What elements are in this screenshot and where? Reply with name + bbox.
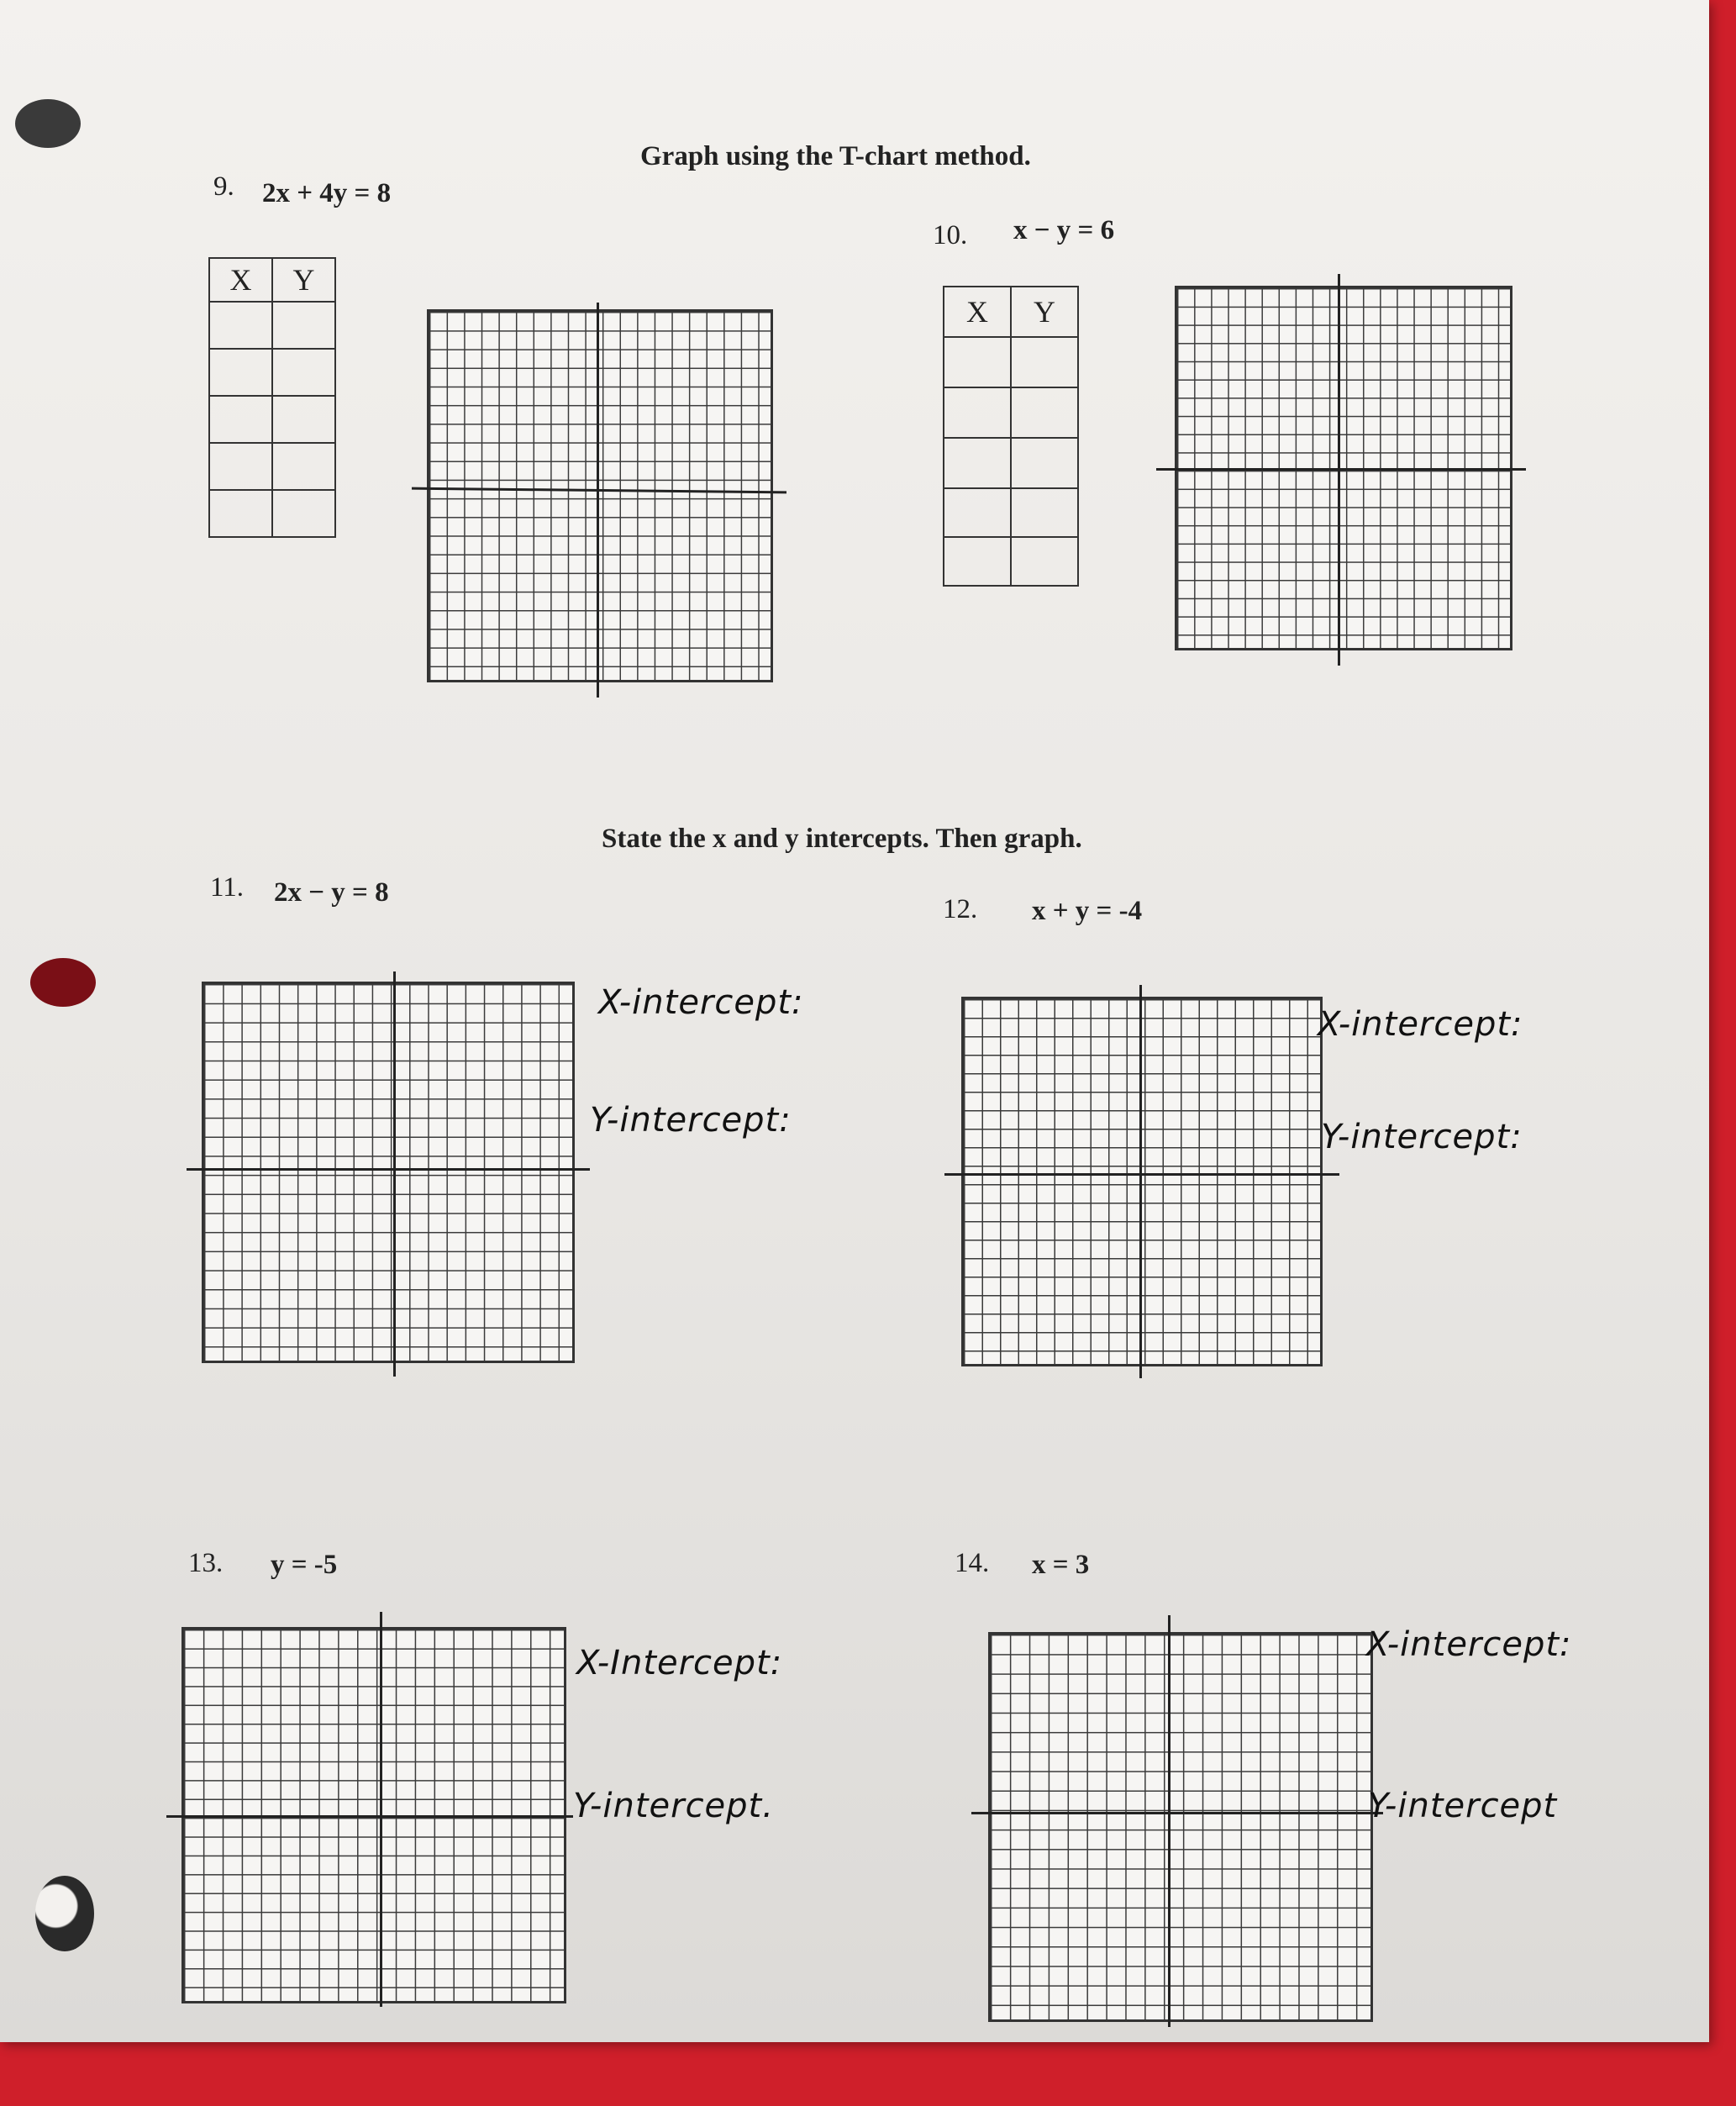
tchart-cell[interactable] <box>272 396 335 443</box>
problem-11-number: 11. <box>210 872 245 903</box>
tchart-cell[interactable] <box>272 302 335 349</box>
problem-13-number: 13. <box>188 1548 224 1578</box>
problem-9-number: 9. <box>213 171 234 202</box>
problem-13-x-intercept-label: X-Intercept: <box>576 1644 783 1682</box>
intercepts-section-header: State the x and y intercepts. Then graph. <box>602 824 1082 854</box>
problem-14-y-axis <box>1168 1615 1170 2027</box>
tchart-y-header: Y <box>272 258 335 302</box>
problem-11-x-intercept-label: X-intercept: <box>598 983 804 1022</box>
binder-hole <box>35 1876 94 1951</box>
binder-hole <box>30 958 96 1007</box>
tchart-cell[interactable] <box>209 490 272 537</box>
problem-9-y-axis <box>597 303 599 698</box>
tchart-cell[interactable] <box>272 349 335 396</box>
problem-10-equation: x − y = 6 <box>1013 215 1115 245</box>
problem-12-number: 12. <box>943 894 978 924</box>
tchart-section-header: Graph using the T-chart method. <box>640 141 1031 171</box>
problem-11-y-axis <box>393 971 396 1377</box>
tchart-cell[interactable] <box>1011 438 1078 488</box>
problem-11-equation: 2x − y = 8 <box>274 877 389 908</box>
tchart-x-header: X <box>209 258 272 302</box>
problem-13-equation: y = -5 <box>271 1550 338 1580</box>
problem-9-equation: 2x + 4y = 8 <box>262 178 392 208</box>
tchart-cell[interactable] <box>272 490 335 537</box>
problem-11-y-intercept-label: Y-intercept: <box>590 1101 792 1140</box>
problem-12-y-axis <box>1139 985 1142 1378</box>
tchart-cell[interactable] <box>209 302 272 349</box>
tchart-cell[interactable] <box>944 387 1011 438</box>
tchart-cell[interactable] <box>209 396 272 443</box>
problem-9-grid[interactable] <box>427 309 773 682</box>
tchart-cell[interactable] <box>209 349 272 396</box>
problem-12-x-intercept-label: X-intercept: <box>1318 1005 1523 1044</box>
tchart-cell[interactable] <box>1011 537 1078 586</box>
problem-13-y-intercept-label: Y-intercept. <box>573 1787 774 1825</box>
problem-12-y-intercept-label: Y-intercept: <box>1321 1118 1523 1156</box>
tchart-cell[interactable] <box>272 443 335 490</box>
tchart-cell[interactable] <box>944 438 1011 488</box>
problem-14-equation: x = 3 <box>1032 1550 1090 1580</box>
tchart-cell[interactable] <box>1011 387 1078 438</box>
problem-14-x-intercept-label: X-intercept: <box>1366 1625 1572 1664</box>
problem-12-equation: x + y = -4 <box>1032 896 1143 926</box>
problem-14-x-axis <box>971 1812 1383 1814</box>
tchart-cell[interactable] <box>209 443 272 490</box>
tchart-y-header: Y <box>1011 287 1078 337</box>
problem-10-number: 10. <box>933 220 968 250</box>
tchart-x-header: X <box>944 287 1011 337</box>
problem-10-x-axis <box>1156 468 1526 471</box>
problem-14-y-intercept-label: Y-intercept <box>1368 1787 1558 1825</box>
problem-10-tchart <box>943 286 1079 587</box>
problem-14-grid[interactable] <box>988 1632 1373 2022</box>
problem-12-x-axis <box>944 1173 1339 1176</box>
tchart-cell[interactable] <box>1011 337 1078 387</box>
problem-11-grid[interactable] <box>202 982 575 1363</box>
binder-hole <box>15 99 81 148</box>
tchart-cell[interactable] <box>944 337 1011 387</box>
tchart-cell[interactable] <box>944 537 1011 586</box>
problem-13-y-axis <box>380 1612 382 2007</box>
problem-14-number: 14. <box>955 1548 990 1578</box>
problem-9-tchart <box>208 257 336 538</box>
tchart-cell[interactable] <box>944 488 1011 537</box>
problem-13-x-axis <box>166 1815 573 1818</box>
problem-11-x-axis <box>187 1168 590 1171</box>
tchart-cell[interactable] <box>1011 488 1078 537</box>
problem-12-grid[interactable] <box>961 997 1323 1366</box>
